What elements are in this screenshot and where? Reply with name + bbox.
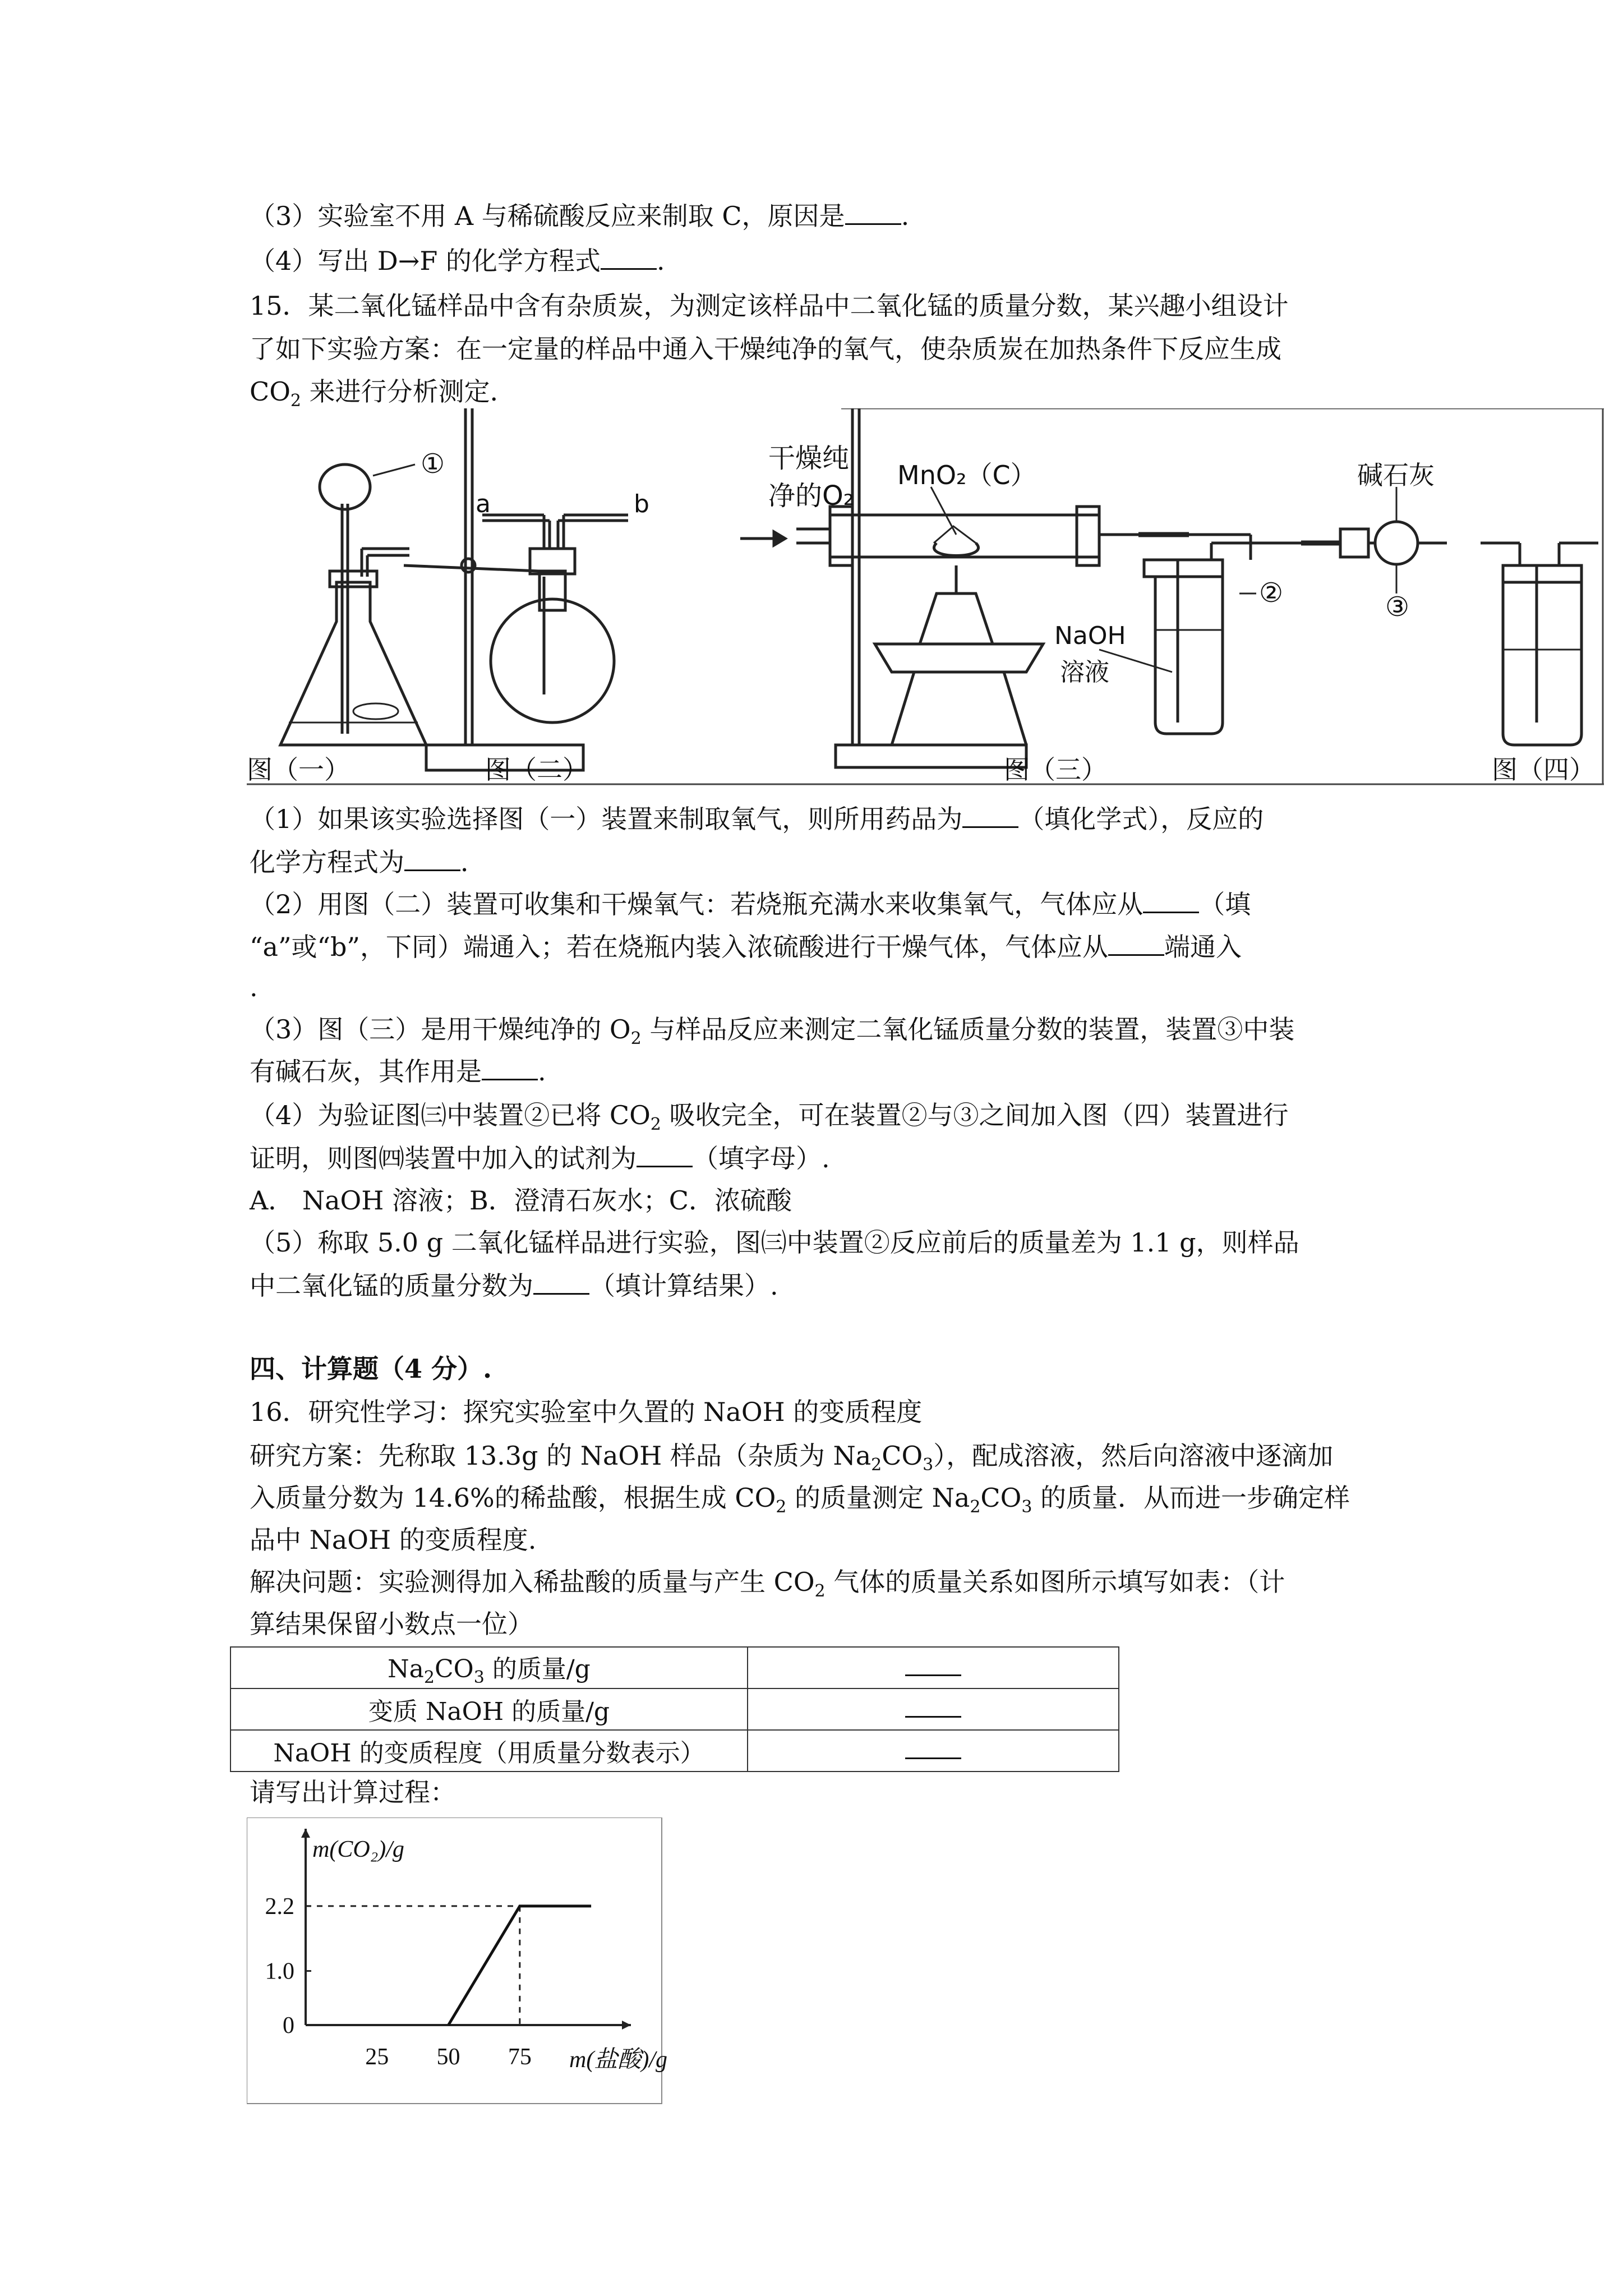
- q15-part3-line-2: 有碱石灰，其作用是 .: [250, 1056, 546, 1087]
- label-circle-1: ①: [421, 448, 445, 480]
- answer-blank: [533, 1271, 589, 1295]
- label-mno2: MnO₂（C）: [897, 460, 1036, 490]
- q15-part1-line-1: （1）如果该实验选择图（一）装置来制取氧气，则所用药品为 （填化学式），反应的: [250, 804, 1264, 834]
- answer-blank: [1143, 889, 1199, 913]
- answer-blank: [962, 804, 1018, 828]
- answer-blank: [482, 1056, 538, 1080]
- q15-part5-line-2: 中二氧化锰的质量分数为 （填计算结果）.: [250, 1271, 778, 1301]
- x-tick-label: 25: [365, 2044, 389, 2070]
- label-naoh-solution: 溶液: [1060, 658, 1109, 687]
- q15-part2-line-3: .: [250, 972, 258, 1002]
- label-circle-3: ③: [1385, 591, 1410, 623]
- q16-line-1: 16．研究性学习：探究实验室中久置的 NaOH 的变质程度: [250, 1397, 923, 1427]
- co2-mass-chart: [247, 1818, 673, 2109]
- q16-calc-prompt: 请写出计算过程：: [250, 1777, 456, 1807]
- table-cell-label: 变质 NaOH 的质量/g: [230, 1688, 748, 1730]
- q15-stem-line-1: 15．某二氧化锰样品中含有杂质炭，为测定该样品中二氧化锰的质量分数，某兴趣小组设计: [250, 291, 1289, 321]
- figure-1-flask: [280, 464, 426, 745]
- caption-fig-2: 图（二）: [485, 754, 588, 785]
- y-axis-label: m(CO₂)/g: [312, 1837, 404, 1862]
- answer-blank: [1108, 932, 1164, 956]
- section-4-heading: 四、计算题（4 分）.: [250, 1354, 492, 1384]
- caption-fig-4: 图（四）: [1492, 754, 1595, 785]
- q15-part4-line-2: 证明，则图㈣装置中加入的试剂为 （填字母）.: [250, 1143, 830, 1174]
- answer-blank: [601, 246, 657, 270]
- figure-4-bottle: [1481, 543, 1598, 745]
- table-row: [230, 1688, 1119, 1730]
- label-naoh: NaOH: [1054, 622, 1126, 650]
- label-soda-lime: 碱石灰: [1357, 460, 1435, 490]
- x-axis-arrow-icon: [622, 2021, 631, 2030]
- q15-stem-line-3: $CO_2$ 来进行分析测定．: [250, 376, 516, 411]
- label-a: a: [476, 490, 491, 518]
- answer-blank: [905, 1737, 961, 1759]
- table-cell-label: NaOH 的变质程度（用质量分数表示）: [230, 1730, 748, 1772]
- q15-part4-line-1: （4）为验证图㈢中装置②已将 $CO_2$ 吸收完全，可在装置②与③之间加入图（四）装置进行: [250, 1100, 1289, 1135]
- answer-table: [230, 1646, 1119, 1772]
- q14-part3: （3）实验室不用 A 与稀硫酸反应来制取 C，原因是 .: [250, 201, 910, 231]
- answer-blank: [905, 1696, 961, 1718]
- answer-blank: [637, 1143, 693, 1167]
- answer-blank: [404, 847, 460, 871]
- q15-part5-line-1: （5）称取 5.0 g 二氧化锰样品进行实验，图㈢中装置②反应前后的质量差为 1.1 g，则样品: [250, 1227, 1299, 1258]
- table-cell-answer: [748, 1688, 1119, 1730]
- x-tick-label: 50: [436, 2044, 460, 2070]
- table-cell-label: $Na_2CO_3$ 的质量/g: [230, 1647, 748, 1688]
- q15-stem-line-2: 了如下实验方案：在一定量的样品中通入干燥纯净的氧气，使杂质炭在加热条件下反应生成: [250, 334, 1281, 364]
- label-circle-2: ②: [1259, 577, 1284, 609]
- y-axis-arrow-icon: [301, 1829, 310, 1838]
- answer-blank: [845, 201, 901, 225]
- q16-line-6: 算结果保留小数点一位）: [250, 1609, 533, 1639]
- table-row: [230, 1730, 1119, 1772]
- x-tick-label: 75: [508, 2044, 532, 2070]
- caption-fig-3: 图（三）: [1004, 754, 1107, 785]
- q15-part4-options: A． NaOH 溶液；B．澄清石灰水；C．浓硫酸: [250, 1185, 792, 1216]
- table-row: [230, 1647, 1119, 1688]
- chart-plot-area: [265, 1829, 667, 2073]
- q16-line-4: 品中 NaOH 的变质程度.: [250, 1525, 537, 1555]
- table-cell-answer: [748, 1647, 1119, 1688]
- y-tick-label: 1.0: [265, 1958, 294, 1985]
- q15-part3-line-1: （3）图（三）是用干燥纯净的 $O_2$ 与样品反应来测定二氧化锰质量分数的装置，装置③中装: [250, 1014, 1295, 1049]
- q16-line-3: 入质量分数为 14.6%的稀盐酸，根据生成 $CO_2$ 的质量测定 $Na_2CO_3$ 的质量．从而进一步确定样: [250, 1483, 1350, 1517]
- y-tick-label: 0: [283, 2013, 294, 2039]
- q15-part1-line-2: 化学方程式为 ．: [250, 847, 486, 877]
- q14-part4: （4）写出 D→F 的化学方程式 .: [250, 246, 665, 276]
- q16-line-2: 研究方案：先称取 13.3g 的 NaOH 样品（杂质为 $Na_2CO_3$），配成溶液，然后向溶液中逐滴加: [250, 1441, 1334, 1475]
- table-cell-answer: [748, 1730, 1119, 1772]
- answer-blank: [905, 1654, 961, 1676]
- label-dry-o2-2: 净的O₂: [768, 480, 855, 512]
- y-tick-label: 2.2: [265, 1893, 294, 1920]
- q15-part2-line-2: “a”或“b”，下同）端通入；若在烧瓶内装入浓硫酸进行干燥气体，气体应从 端通入: [250, 932, 1242, 962]
- label-b: b: [634, 490, 649, 518]
- q15-part2-line-1: （2）用图（二）装置可收集和干燥氧气：若烧瓶充满水来收集氧气，气体应从 （填: [250, 889, 1251, 919]
- x-axis-label: m(盐酸)/g: [569, 2047, 667, 2073]
- q16-line-5: 解决问题：实验测得加入稀盐酸的质量与产生 $CO_2$ 气体的质量关系如图所示填写如表：（计: [250, 1567, 1285, 1602]
- label-dry-o2-1: 干燥纯: [768, 443, 850, 474]
- apparatus-diagram: [247, 408, 1604, 790]
- caption-fig-1: 图（一）: [247, 754, 350, 785]
